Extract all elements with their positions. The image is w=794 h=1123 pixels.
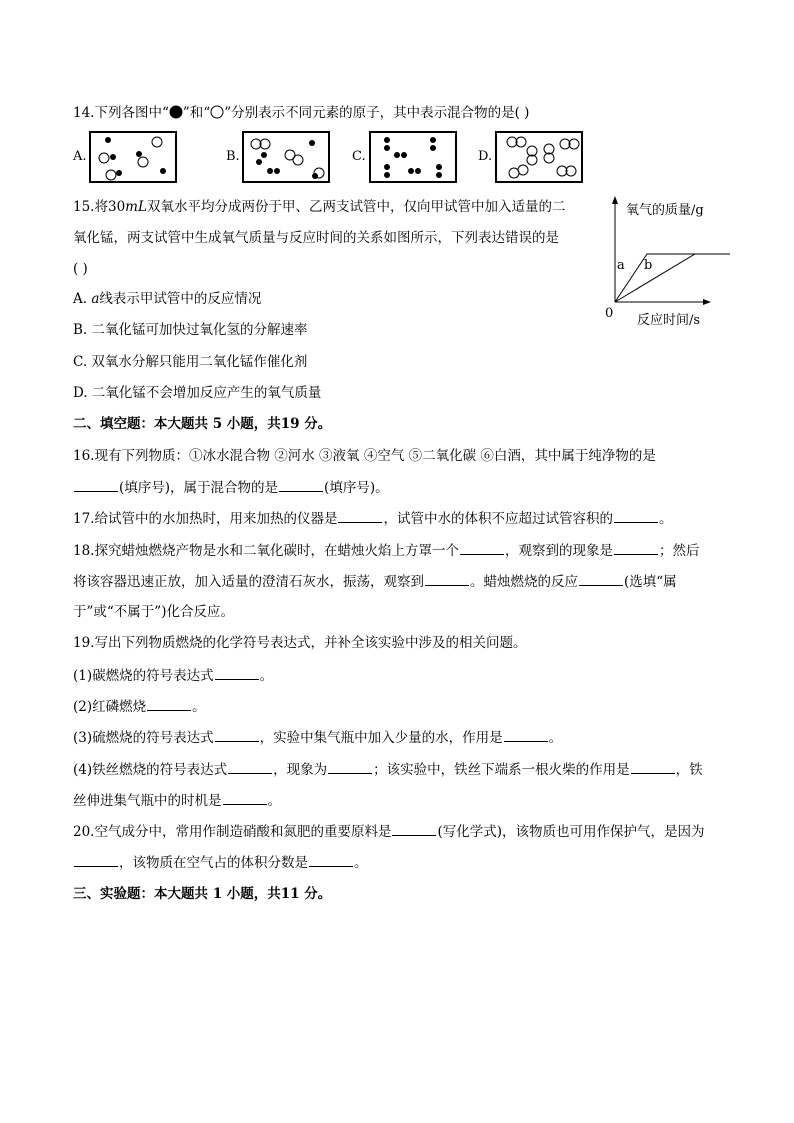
question-17 [73, 508, 672, 529]
q18-l1-pre: 18.探究蜡烛燃烧产物是水和二氧化碳时，在蜡烛火焰上方罩一个 [73, 543, 459, 559]
question-19-title: 19.写出下列物质燃烧的化学符号表达式，并补全该实验中涉及的相关问题。 [73, 635, 527, 651]
q19-s4b-end: 。 [267, 793, 281, 809]
q15-unit: mL [125, 199, 147, 215]
question-19-part-3 [73, 727, 562, 748]
section-3-heading: 三、实验题：本大题共 1 小题，共11 分。 [73, 886, 332, 902]
q19-s4b-pre: 丝伸进集气瓶中的时机是 [73, 793, 222, 809]
q19-s1-pre: (1)碳燃烧的符号表达式 [73, 668, 214, 684]
question-18-line-2 [73, 571, 677, 592]
q20-l2-mid: ，该物质在空气占的体积分数是 [119, 855, 308, 871]
question-20-line-1 [73, 821, 705, 842]
graph-curve-b-label: b [644, 258, 653, 273]
question-19-part-4-line-1 [73, 759, 703, 780]
answer-blank[interactable] [74, 852, 118, 867]
q14-text-mid: ”和“ [182, 105, 211, 121]
hollow-circle-icon [210, 105, 224, 119]
q15-line1-pre: 15.将 [73, 199, 108, 215]
answer-blank[interactable] [223, 790, 267, 805]
q15-quantity: 30 [107, 199, 126, 215]
question-15-stem-line-3: ( ) [73, 261, 88, 277]
answer-blank[interactable] [614, 540, 658, 555]
q14-option-a-label: A. [73, 149, 87, 164]
answer-blank[interactable] [328, 759, 372, 774]
question-16-line-2 [73, 477, 389, 498]
q14-text-pre: 14.下列各图中“ [73, 105, 169, 121]
answer-blank[interactable] [338, 508, 382, 523]
answer-blank[interactable] [425, 571, 469, 586]
q17-end: 。 [658, 511, 673, 527]
graph-curve-a-label: a [617, 258, 625, 273]
graph-x-label: 反应时间/s [637, 313, 701, 328]
oxygen-mass-time-graph [595, 192, 730, 332]
q16-line2-mid: (填序号)，属于混合物的是 [119, 480, 279, 496]
q15-option-d: D. 二氧化锰不会增加反应产生的氧气质量 [73, 385, 322, 401]
q15-option-a [73, 289, 261, 309]
q14-option-b-diagram [242, 131, 330, 183]
q19-s2-end: 。 [192, 699, 206, 715]
graph-origin-label: 0 [605, 306, 614, 321]
answer-blank[interactable] [279, 477, 323, 492]
graph-y-label: 氧气的质量/g [626, 203, 704, 218]
curve-b-line [615, 254, 695, 302]
molecule-diagram-b [244, 133, 328, 181]
answer-blank[interactable] [147, 696, 191, 711]
q17-pre: 17.给试管中的水加热时，用来加热的仪器是 [73, 511, 338, 527]
question-16-line-1: 16.现有下列物质：①冰水混合物 ②河水 ③液氧 ④空气 ⑤二氧化碳 ⑥白酒，其中属于纯净物的是 [73, 448, 656, 464]
q15-option-a-text: 线表示甲试管中的反应情况 [99, 291, 262, 307]
answer-blank[interactable] [631, 759, 675, 774]
q18-l1-end: ；然后 [658, 543, 700, 559]
q14-option-b-label: B. [226, 149, 240, 164]
q15-option-b: B. 二氧化锰可加快过氧化氢的分解速率 [73, 322, 308, 338]
q14-option-d-label: D. [478, 149, 493, 164]
q16-line2-end: (填序号)。 [324, 480, 389, 496]
question-19-part-4-line-2 [73, 790, 281, 811]
q19-s3-mid: ，实验中集气瓶中加入少量的水，作用是 [259, 730, 503, 746]
q14-option-c-label: C. [352, 149, 366, 164]
q14-text-post: ”分别表示不同元素的原子，其中表示混合物的是( ) [224, 105, 530, 121]
question-18-line-1 [73, 540, 699, 561]
q20-l1-end: (写化学式)，该物质也可用作保护气，是因为 [437, 824, 705, 840]
q20-l2-end: 。 [354, 855, 368, 871]
curve-a-line [615, 254, 730, 302]
molecule-diagram-c [371, 133, 455, 181]
q20-l1-pre: 20.空气成分中，常用作制造硝酸和氮肥的重要原料是 [73, 824, 392, 840]
q15-option-c: C. 双氧水分解只能用二氧化锰作催化剂 [73, 354, 308, 370]
filled-circle-icon [169, 105, 183, 119]
q18-l2-pre: 将该容器迅速正放，加入适量的澄清石灰水，振荡，观察到 [73, 574, 424, 590]
q19-s4-pre: (4)铁丝燃烧的符号表达式 [73, 762, 228, 778]
q14-option-a-diagram [89, 131, 177, 183]
answer-blank[interactable] [460, 540, 504, 555]
question-20-line-2 [73, 852, 368, 873]
q17-mid: ，试管中水的体积不应超过试管容积的 [383, 511, 613, 527]
q15-line1-post: 双氧水平均分成两份于甲、乙两支试管中，仅向甲试管中加入适量的二 [146, 199, 566, 215]
x-axis-arrow [703, 299, 711, 305]
answer-blank[interactable] [614, 508, 658, 523]
answer-blank[interactable] [309, 852, 353, 867]
q19-s2-pre: (2)红磷燃烧 [73, 699, 147, 715]
molecule-diagram-d [497, 133, 581, 181]
q18-l2-mid: 。蜡烛燃烧的反应 [470, 574, 578, 590]
question-15-stem-line-2: 氧化锰，两支试管中生成氧气质量与反应时间的关系如图所示，下列表达错误的是 [73, 230, 559, 246]
q15-option-a-letter: A. [73, 291, 92, 307]
answer-blank[interactable] [228, 759, 272, 774]
q19-s3-end: 。 [548, 730, 563, 746]
answer-blank[interactable] [215, 727, 259, 742]
q19-s4-mid2: ；该实验中，铁丝下端系一根火柴的作用是 [373, 762, 630, 778]
q19-s1-end: 。 [259, 668, 274, 684]
q15-option-a-var: a [91, 291, 100, 307]
question-19-part-2 [73, 696, 206, 717]
answer-blank[interactable] [74, 477, 118, 492]
q18-l1-mid: ，观察到的现象是 [504, 543, 613, 559]
question-18-line-3: 于”或“不属于”)化合反应。 [73, 604, 234, 620]
answer-blank[interactable] [392, 821, 436, 836]
q14-option-d-diagram [495, 131, 583, 183]
question-19-part-1 [73, 665, 273, 686]
q18-l2-end: (选填“属 [624, 574, 677, 590]
answer-blank[interactable] [579, 571, 623, 586]
answer-blank[interactable] [504, 727, 548, 742]
question-14-options [73, 131, 593, 187]
question-14-stem [73, 103, 529, 123]
molecule-diagram-a [91, 133, 175, 181]
y-axis-arrow [612, 196, 618, 204]
q19-s3-pre: (3)硫燃烧的符号表达式 [73, 730, 214, 746]
q14-option-c-diagram [369, 131, 457, 183]
section-2-heading: 二、填空题：本大题共 5 小题，共19 分。 [73, 416, 332, 432]
q19-s4-end: ，铁 [675, 762, 703, 778]
question-15-stem-line-1 [73, 197, 565, 217]
answer-blank[interactable] [215, 665, 259, 680]
q19-s4-mid1: ，现象为 [273, 762, 328, 778]
